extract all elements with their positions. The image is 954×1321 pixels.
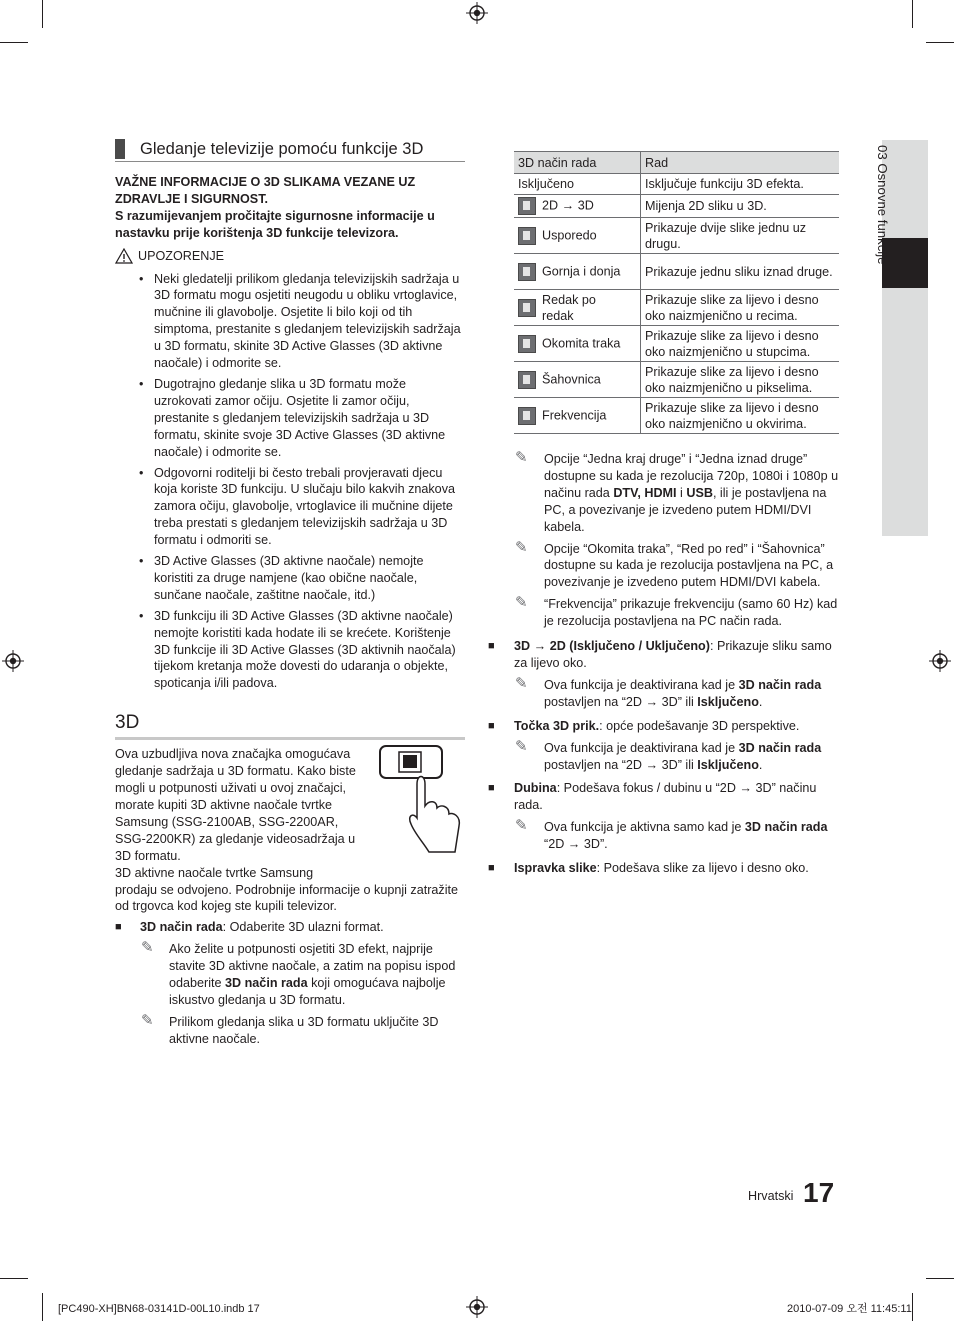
crop-mark — [42, 0, 43, 28]
warning-text: 3D funkciju ili 3D Active Glasses (3D aktivne naočale) nemojte koristiti kada hodate ili se krećete. Korištenje 3D funkcije ili 3D Active Glasses (3D aktivnih naočala) tijekom kretanja može dovesti do udaranja o objekte, spoticanja i/ili padova. — [154, 608, 456, 691]
note-item — [514, 451, 839, 536]
note-pencil-icon: ✎ — [515, 538, 528, 556]
note-bold: USB — [686, 485, 713, 500]
option-item — [488, 780, 839, 814]
registration-mark-icon — [466, 2, 488, 24]
table-row — [514, 174, 839, 195]
chapter-title: 03 Osnovne funkcije — [875, 145, 890, 265]
note-item — [115, 941, 465, 1009]
note-pencil-icon: ✎ — [515, 674, 528, 692]
mode-name: Gornja i donja — [542, 263, 621, 278]
table-cell-desc: Mijenja 2D sliku u 3D. — [641, 195, 840, 218]
option-text: : opće podešavanje 3D perspektive. — [599, 718, 800, 733]
square-bullet-icon: ■ — [488, 782, 495, 795]
warning-text: 3D Active Glasses (3D aktivne naočale) nemojte koristiti za druge namjene (kao obične naočale, sunčane naočale, zaštitne naočale, itd.) — [154, 554, 424, 602]
note-pencil-icon: ✎ — [515, 817, 528, 835]
option-label: 3D → 2D (Isključeno / Uključeno) — [514, 639, 710, 654]
table-cell-mode — [514, 326, 641, 362]
warning-label: UPOZORENJE — [138, 248, 225, 263]
option-label: Ispravka slike — [514, 861, 597, 876]
table-row — [514, 254, 839, 290]
warning-text: Neki gledatelji prilikom gledanja televizijskih sadržaja u 3D formatu mogu osjetiti neugodu u obliku vrtoglavice, mučnine ili glavobolje. Osjetite li bilo koji od tih simptoma, prestanite s gledanjem televizijskih sadržaja u 3D formatu, skinite 3D Active Glasses (3D aktivne naočale) i odmorite se. — [154, 271, 461, 371]
warning-item: • 3D funkciju ili 3D Active Glasses (3D aktivne naočale) nemojte koristiti kada hodate ili se krećete. Korištenje 3D funkcije ili 3D Active Glasses (3D aktivnih naočala) tijekom kretanja može dovesti do udaranja o objekte, spoticanja i/ili padova. — [139, 608, 456, 691]
note-text: Prilikom gledanja slika u 3D formatu uključite 3D aktivne naočale. — [169, 1014, 439, 1046]
heading-bar — [115, 139, 125, 159]
note-pencil-icon: ✎ — [141, 939, 154, 957]
option-text: : Prikazuje sliku samo za lijevo oko. — [514, 639, 832, 670]
section-3d-para2a: 3D aktivne naočale tvrtke Samsung — [115, 865, 314, 880]
crop-mark — [926, 1278, 954, 1279]
table-row — [514, 290, 839, 326]
section-rule — [115, 737, 465, 740]
table-cell-mode — [514, 362, 641, 398]
warning-item: • Odgovorni roditelji bi često trebali provjeravati djecu koja koriste 3D funkciju. U slučaju bilo kakvih znakova zamora očiju, glavobolje, vrtoglavice ili mučnine dijete treba prestati s gledanjem televizijskih sadržaja u 3D formatu i odmoriti se. — [139, 465, 455, 548]
page-number: 17 — [803, 1177, 835, 1208]
2d-to-3d-icon — [518, 197, 536, 215]
note-pencil-icon: ✎ — [515, 737, 528, 755]
note-bold: Isključeno — [697, 757, 759, 772]
right-column — [488, 449, 839, 877]
note-pencil-icon: ✎ — [515, 449, 528, 466]
mode-name: Isključeno — [518, 177, 575, 191]
crop-mark — [926, 42, 954, 43]
section-3d-para1: Ova uzbudljiva nova značajka omogućava gledanje sadržaja u 3D formatu. Kako biste mogli u potpunosti uživati u ovoj značajci, morate kupiti 3D aktivne naočale tvrtke Samsung (SSG-2100AB, SSG-2200AR, SSG-2200KR) za gledanje videosadržaja u 3D formatu. — [115, 747, 356, 863]
option-item — [488, 860, 839, 877]
note-bold: 3D način rada — [738, 677, 822, 692]
registration-mark-icon — [466, 1296, 488, 1318]
vertical-stripe-icon — [518, 335, 536, 353]
mode-item-text: : Odaberite 3D ulazni format. — [222, 920, 384, 935]
footer-file: [PC490-XH]BN68-03141D-00L10.indb 17 — [58, 1303, 260, 1315]
table-cell-mode — [514, 398, 641, 434]
note-text: Opcije “Jedna kraj druge” i “Jedna iznad druge” dostupne su kada je rezolucija 720p, 1080i i 1080p u načinu rada — [544, 452, 839, 500]
section-3d-heading — [115, 712, 465, 740]
left-column — [115, 139, 465, 1048]
crop-mark — [0, 1278, 28, 1279]
note-item — [514, 596, 839, 630]
section-3d-body — [115, 746, 465, 1047]
note-bold: DTV, HDMI — [613, 485, 677, 500]
mode-name: Redak po redak — [542, 292, 596, 323]
note-item — [115, 1011, 465, 1048]
note-bold: 3D način rada — [744, 820, 828, 835]
section-3d-title: 3D — [115, 712, 140, 734]
note-text: i — [676, 485, 687, 500]
hand-pressing-3d-button-illustration — [377, 744, 467, 856]
table-cell-mode — [514, 254, 641, 290]
table-cell-mode — [514, 174, 641, 195]
warning-item: • Dugotrajno gledanje slika u 3D formatu može uzrokovati zamor očiju. Osjetite li zamor očiju, prestanite s gledanjem televizijskih sadržaja u 3D formatu, skinite svoje 3D Active Glasses (3D aktivne naočale) i odmorite se. — [139, 376, 446, 459]
table-cell-mode — [514, 218, 641, 254]
side-by-side-icon — [518, 227, 536, 245]
registration-mark-icon — [2, 650, 24, 672]
note-text: postavljen na “2D → 3D” ili — [544, 694, 698, 709]
note-text: . — [758, 757, 763, 772]
mode-item — [115, 919, 465, 936]
intro-bold-1: VAŽNE INFORMACIJE O 3D SLIKAMA VEZANE UZ ZDRAVLJE I SIGURNOST. — [115, 175, 416, 206]
table-cell-desc: Prikazuje jednu sliku iznad druge. — [641, 254, 840, 290]
table-row — [514, 218, 839, 254]
mode-name: Frekvencija — [542, 407, 607, 422]
table-cell-desc: Prikazuje slike za lijevo i desno oko naizmjenično u pikselima. — [641, 362, 840, 398]
warning-heading — [115, 248, 465, 265]
top-bottom-icon — [518, 263, 536, 281]
table-row — [514, 326, 839, 362]
warning-text: Odgovorni roditelji bi često trebali provjeravati djecu koja koriste 3D funkciju. U slučaju bilo kakvih znakova zamora očiju, glavobolje, vrtoglavice ili mučnine dijete treba prestati s gledanjem televizijskih sadržaja u 3D formatu i odmoriti se. — [154, 465, 455, 548]
table-cell-desc: Prikazuje slike za lijevo i desno oko naizmjenično u stupcima. — [641, 326, 840, 362]
note-item — [514, 538, 839, 592]
registration-mark-icon — [929, 650, 951, 672]
note-text: , ili je postavljena na PC, a povezivanje je izvedeno putem HDMI/DVI kabela. — [544, 485, 827, 534]
note-text: Ova funkcija je deaktivirana kad je — [544, 740, 739, 755]
checker-board-icon — [518, 371, 536, 389]
note-item — [514, 674, 839, 711]
square-bullet-icon: ■ — [488, 719, 495, 732]
frequency-icon — [518, 407, 536, 425]
table-cell-desc: Prikazuje dvije slike jednu uz drugu. — [641, 218, 840, 254]
note-text: Opcije “Okomita traka”, “Red po red” i “Šahovnica” dostupne su kada je rezolucija postavljena na PC, a povezivanje je izvedeno putem HDMI/DVI kabela. — [544, 541, 834, 590]
footer-date: 2010-07-09 오전 11:45:11 — [787, 1303, 912, 1315]
note-bold: 3D način rada — [738, 740, 822, 755]
line-by-line-icon — [518, 299, 536, 317]
note-text: . — [758, 694, 763, 709]
square-bullet-icon: ■ — [115, 921, 122, 934]
option-text: : Podešava slike za lijevo i desno oko. — [596, 861, 809, 876]
mode-item-label: 3D način rada — [140, 920, 223, 935]
note-text: Ako želite u potpunosti osjetiti 3D efekt, najprije stavite 3D aktivne naočale, a zatim na popisu ispod odaberite — [169, 942, 456, 991]
note-pencil-icon: ✎ — [515, 594, 528, 612]
crop-mark — [912, 1293, 913, 1321]
square-bullet-icon: ■ — [488, 862, 495, 875]
table-header: 3D način rada — [514, 152, 641, 174]
table-header-row — [514, 152, 839, 174]
table-cell-desc: Prikazuje slike za lijevo i desno oko naizmjenično u okvirima. — [641, 398, 840, 434]
3d-mode-table — [514, 151, 839, 434]
crop-mark — [0, 42, 28, 43]
crop-mark — [42, 1293, 43, 1321]
section-heading — [115, 139, 465, 162]
note-bold: 3D način rada — [225, 976, 308, 991]
option-text: : Podešava fokus / dubinu u “2D → 3D” načinu rada. — [514, 781, 817, 813]
warning-item: • Neki gledatelji prilikom gledanja televizijskih sadržaja u 3D formatu mogu osjetiti neugodu u obliku vrtoglavice, mučnine ili glavobolje. Osjetite li bilo koji od tih simptoma, prestanite s gledanjem televizijskih sadržaja u 3D formatu, skinite 3D Active Glasses (3D aktivne naočale) i odmorite se. — [139, 271, 461, 371]
note-text: Ova funkcija je aktivna samo kad je — [544, 820, 745, 835]
option-item — [488, 638, 839, 672]
note-text: “Frekvencija” prikazuje frekvenciju (samo 60 Hz) kad je rezolucija postavljena na PC način rada. — [544, 597, 838, 629]
note-text: postavljen na “2D → 3D” ili — [544, 757, 698, 772]
table-cell-mode — [514, 290, 641, 326]
note-pencil-icon: ✎ — [141, 1011, 154, 1029]
intro-bold-2: S razumijevanjem pročitajte sigurnosne informacije u nastavku prije korištenja 3D funkcije televizora. — [115, 208, 435, 240]
section-3d-para2b: prodaju se odvojeno. Podrobnije informacije o kupnji zatražite od trgovca kod kojeg ste kupili televizor. — [115, 882, 459, 914]
note-text: koji omogućava najbolje iskustvo gledanja u 3D formatu. — [169, 976, 446, 1007]
mode-name: Šahovnica — [542, 371, 601, 386]
table-row — [514, 398, 839, 434]
table-cell-mode — [514, 195, 641, 218]
table-row — [514, 195, 839, 218]
mode-name: Usporedo — [542, 227, 597, 242]
note-item — [514, 737, 839, 774]
warning-triangle-icon — [115, 248, 133, 264]
option-label: Točka 3D prik. — [514, 718, 600, 733]
table-cell-desc: Prikazuje slike za lijevo i desno oko naizmjenično u recima. — [641, 290, 840, 326]
mode-name: Okomita traka — [542, 335, 621, 350]
note-item — [514, 819, 839, 853]
warning-item: • 3D Active Glasses (3D aktivne naočale) nemojte koristiti za druge namjene (kao obične naočale, sunčane naočale, zaštitne naočale, itd.) — [139, 554, 424, 602]
note-text: “2D → 3D”. — [544, 837, 608, 852]
option-item — [488, 718, 839, 735]
chapter-side-label — [870, 145, 900, 345]
crop-mark — [912, 0, 913, 28]
table-row — [514, 362, 839, 398]
footer-language: Hrvatski — [748, 1189, 794, 1203]
table-header: Rad — [641, 152, 840, 174]
note-text: Ova funkcija je deaktivirana kad je — [544, 677, 739, 692]
option-label: Dubina — [514, 781, 557, 796]
section-title: Gledanje televizije pomoću funkcije 3D — [140, 140, 424, 158]
warning-text: Dugotrajno gledanje slika u 3D formatu može uzrokovati zamor očiju. Osjetite li zamor očiju, prestanite s gledanjem televizijskih sadržaja u 3D formatu, skinite svoje 3D Active Glasses (3D aktivne naočale) i odmorite se. — [154, 376, 446, 459]
note-bold: Isključeno — [697, 694, 759, 709]
table-cell-desc: Isključuje funkciju 3D efekta. — [641, 174, 840, 195]
square-bullet-icon: ■ — [488, 640, 495, 653]
mode-name: 2D → 3D — [542, 198, 594, 213]
